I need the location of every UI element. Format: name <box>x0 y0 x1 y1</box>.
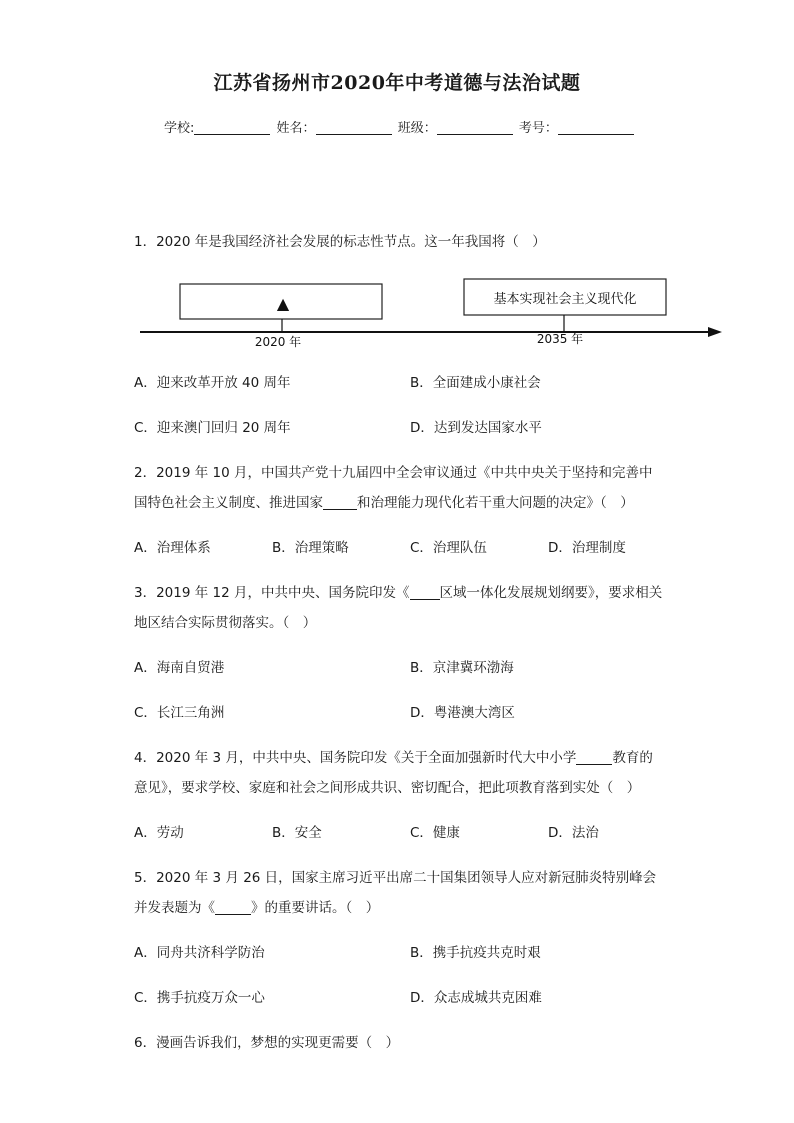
goal-box-text: 基本实现社会主义现代化 <box>493 292 637 307</box>
q2-option-a[interactable]: A．治理体系 <box>134 540 211 556</box>
q4-text-after-blank: 教育的 <box>612 750 653 766</box>
q5-option-a[interactable]: A．同舟共济科学防治 <box>134 945 265 961</box>
class-label: 班级： <box>397 121 437 136</box>
q3-option-d[interactable]: D．粤港澳大湾区 <box>410 705 515 721</box>
name-label: 姓名： <box>276 121 316 136</box>
class-blank[interactable] <box>437 120 513 135</box>
q4-option-a[interactable]: A．劳动 <box>134 825 184 841</box>
q3-option-a[interactable]: A．海南自贸港 <box>134 660 225 676</box>
q4-answer-blank <box>576 750 612 765</box>
q2-option-b[interactable]: B．治理策略 <box>272 540 349 556</box>
exam-number-label: 考号： <box>518 121 558 136</box>
timeline-figure <box>136 276 726 352</box>
question-4-stem-line-2: 意见》，要求学校、家庭和社会之间形成共识、密切配合，把此项教育落到实处（ ） <box>134 780 641 796</box>
q5-text-before-blank: 并发表题为《 <box>134 900 215 916</box>
tick-label-2020: 2020 年 <box>254 335 302 349</box>
q1-option-a[interactable]: A．迎来改革开放 40 周年 <box>134 375 291 391</box>
q1-option-b[interactable]: B．全面建成小康社会 <box>410 375 541 391</box>
question-2-stem-line-2 <box>134 494 634 512</box>
question-5-stem-line-2 <box>134 899 379 917</box>
q4-option-d[interactable]: D．法治 <box>548 825 599 841</box>
student-info-row <box>164 117 636 136</box>
q2-option-c[interactable]: C．治理队伍 <box>410 540 487 556</box>
q5-text-after-blank: 》的重要讲话。（ ） <box>251 900 380 916</box>
q3-option-b[interactable]: B．京津冀环渤海 <box>410 660 514 676</box>
q5-answer-blank <box>215 900 251 915</box>
question-3-stem-line-2: 地区结合实际贯彻落实。（ ） <box>134 615 317 631</box>
q3-answer-blank <box>410 585 440 600</box>
q2-text-after-blank: 和治理能力现代化若干重大问题的决定》（ ） <box>357 495 634 511</box>
question-4-stem-line-1 <box>134 749 653 767</box>
q3-text-before-blank: 3．2019 年 12 月，中共中央、国务院印发《 <box>134 585 410 601</box>
q1-option-c[interactable]: C．迎来澳门回归 20 周年 <box>134 420 291 436</box>
q5-option-d[interactable]: D．众志成城共克困难 <box>410 990 542 1006</box>
q2-option-d[interactable]: D．治理制度 <box>548 540 626 556</box>
question-5-stem-line-1: 5．2020 年 3 月 26 日，国家主席习近平出席二十国集团领导人应对新冠肺炎特别峰会 <box>134 870 657 886</box>
q3-text-after-blank: 区域一体化发展规划纲要》，要求相关 <box>439 585 663 601</box>
exam-number-blank[interactable] <box>558 120 634 135</box>
question-3-stem-line-1 <box>134 584 662 602</box>
q4-text-before-blank: 4．2020 年 3 月，中共中央、国务院印发《关于全面加强新时代大中小学 <box>134 750 577 766</box>
q3-option-c[interactable]: C．长江三角洲 <box>134 705 225 721</box>
school-blank[interactable] <box>194 120 270 135</box>
exam-title: 江苏省扬州市2020年中考道德与法治试题 <box>213 72 581 94</box>
q5-option-c[interactable]: C．携手抗疫万众一心 <box>134 990 265 1006</box>
q2-text-before-blank: 国特色社会主义制度、推进国家 <box>134 495 323 511</box>
q4-option-c[interactable]: C．健康 <box>410 825 460 841</box>
q5-option-b[interactable]: B．携手抗疫共克时艰 <box>410 945 541 961</box>
triangle-marker: ▲ <box>276 294 290 313</box>
question-6-stem: 6．漫画告诉我们，梦想的实现更需要（ ） <box>134 1035 400 1051</box>
question-1-stem: 1．2020 年是我国经济社会发展的标志性节点。这一年我国将（ ） <box>134 234 546 250</box>
q2-answer-blank <box>323 495 357 510</box>
question-2-stem-line-1: 2．2019 年 10 月，中国共产党十九届四中全会审议通过《中共中央关于坚持和完善中 <box>134 465 653 481</box>
q4-option-b[interactable]: B．安全 <box>272 825 322 841</box>
name-blank[interactable] <box>316 120 392 135</box>
q1-option-d[interactable]: D．达到发达国家水平 <box>410 420 542 436</box>
school-label: 学校: <box>164 121 195 136</box>
tick-label-2035: 2035 年 <box>536 332 584 346</box>
timeline-arrow <box>708 327 722 337</box>
